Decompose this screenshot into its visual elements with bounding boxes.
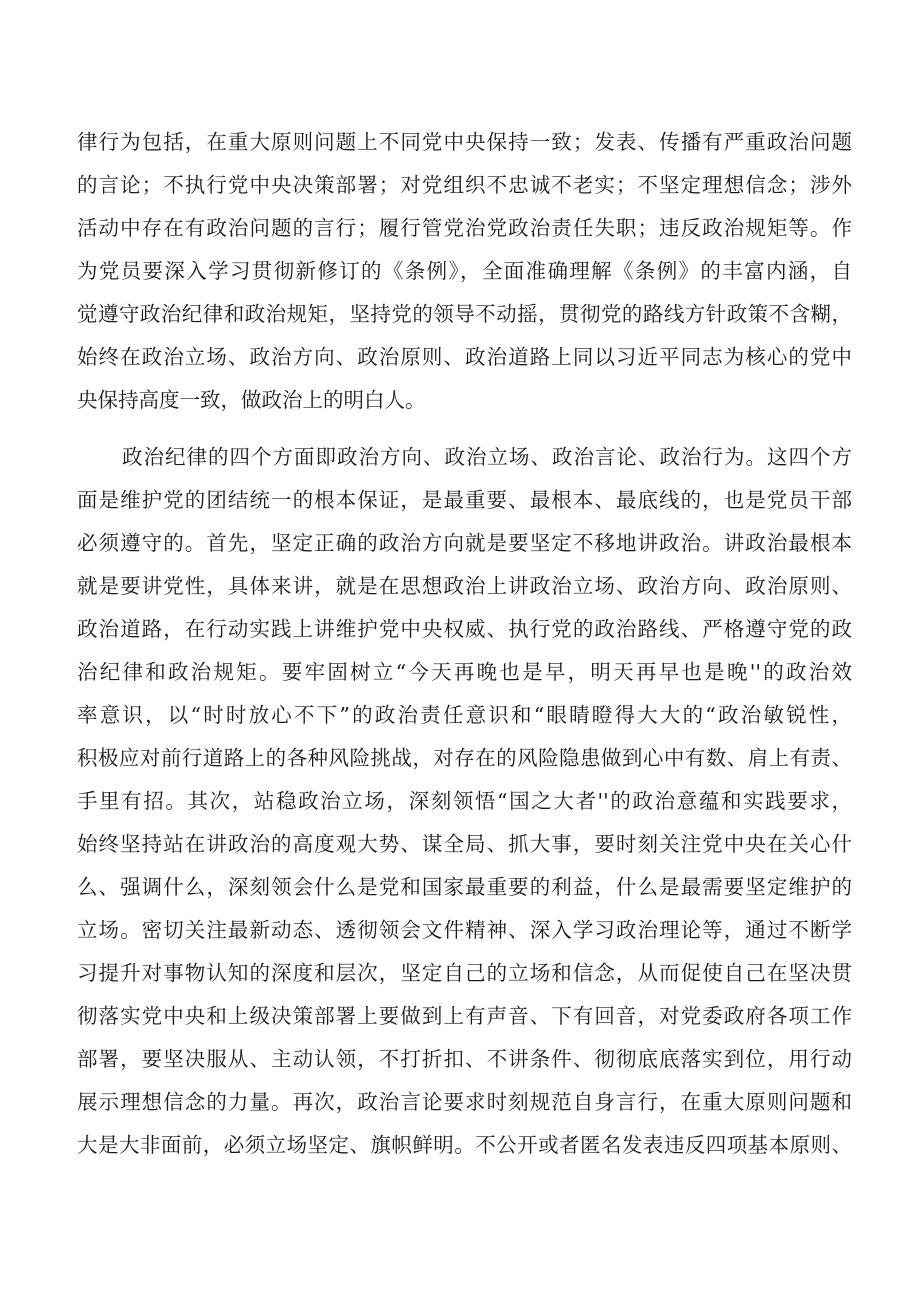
paragraph-2-line-13: 习提升对事物认知的深度和层次，坚定自己的立场和信念，从而促使自己在坚决贯 <box>77 961 852 985</box>
paragraph-2-line-9: 手里有招。其次，站稳政治立场，深刻领悟“国之大者''的政治意蕴和实践要求， <box>77 789 852 813</box>
paragraph-2-line-3: 必须遵守的。首先，坚定正确的政治方向就是要坚定不移地讲政治。讲政治最根本 <box>77 531 852 555</box>
paragraph-1-line-6: 始终在政治立场、政治方向、政治原则、政治道路上同以习近平同志为核心的党中 <box>77 345 852 369</box>
paragraph-2-line-11: 么、强调什么，深刻领会什么是党和国家最重要的利益，什么是最需要坚定维护的 <box>77 875 852 899</box>
paragraph-1-line-1: 律行为包括，在重大原则问题上不同党中央保持一致；发表、传播有严重政治问题 <box>77 130 852 154</box>
paragraph-2-line-10: 始终坚持站在讲政治的高度观大势、谋全局、抓大事，要时刻关注党中央在关心什 <box>77 832 852 856</box>
paragraph-1-line-2: 的言论；不执行党中央决策部署；对党组织不忠诚不老实；不坚定理想信念；涉外 <box>77 173 852 197</box>
paragraph-2-line-12: 立场。密切关注最新动态、透彻领会文件精神、深入学习政治理论等，通过不断学 <box>77 918 852 942</box>
paragraph-2-line-2: 面是维护党的团结统一的根本保证，是最重要、最根本、最底线的，也是党员干部 <box>77 488 852 512</box>
paragraph-2-line-6: 治纪律和政治规矩。要牢固树立“今天再晚也是早，明天再早也是晚''的政治效 <box>77 660 852 684</box>
paragraph-1-line-3: 活动中存在有政治问题的言行；履行管党治党政治责任失职；违反政治规矩等。作 <box>77 216 852 240</box>
paragraph-2-line-14: 彻落实党中央和上级决策部署上要做到上有声音、下有回音，对党委政府各项工作 <box>77 1004 852 1028</box>
paragraph-2-line-16: 展示理想信念的力量。再次，政治言论要求时刻规范自身言行，在重大原则问题和 <box>77 1090 852 1114</box>
paragraph-2-line-7: 率意识，以“时时放心不下”的政治责任意识和“眼睛瞪得大大的“政治敏锐性， <box>77 703 852 727</box>
paragraph-2-line-5: 政治道路，在行动实践上讲维护党中央权威、执行党的政治路线、严格遵守党的政 <box>77 617 852 641</box>
paragraph-2-line-1: 政治纪律的四个方面即政治方向、政治立场、政治言论、政治行为。这四个方 <box>122 445 852 469</box>
paragraph-1-line-4: 为党员要深入学习贯彻新修订的《条例》，全面准确理解《条例》的丰富内涵，自 <box>77 259 852 283</box>
paragraph-1-line-7: 央保持高度一致，做政治上的明白人。 <box>77 388 426 412</box>
paragraph-1-line-5: 觉遵守政治纪律和政治规矩，坚持党的领导不动摇，贯彻党的路线方针政策不含糊， <box>77 302 852 326</box>
paragraph-2-line-8: 积极应对前行道路上的各种风险挑战，对存在的风险隐患做到心中有数、肩上有责、 <box>77 746 852 770</box>
paragraph-2-line-17: 大是大非面前，必须立场坚定、旗帜鲜明。不公开或者匿名发表违反四项基本原则、 <box>77 1133 852 1157</box>
paragraph-2-line-15: 部署，要坚决服从、主动认领，不打折扣、不讲条件、彻彻底底落实到位，用行动 <box>77 1047 852 1071</box>
paragraph-2-line-4: 就是要讲党性，具体来讲，就是在思想政治上讲政治立场、政治方向、政治原则、 <box>77 574 852 598</box>
